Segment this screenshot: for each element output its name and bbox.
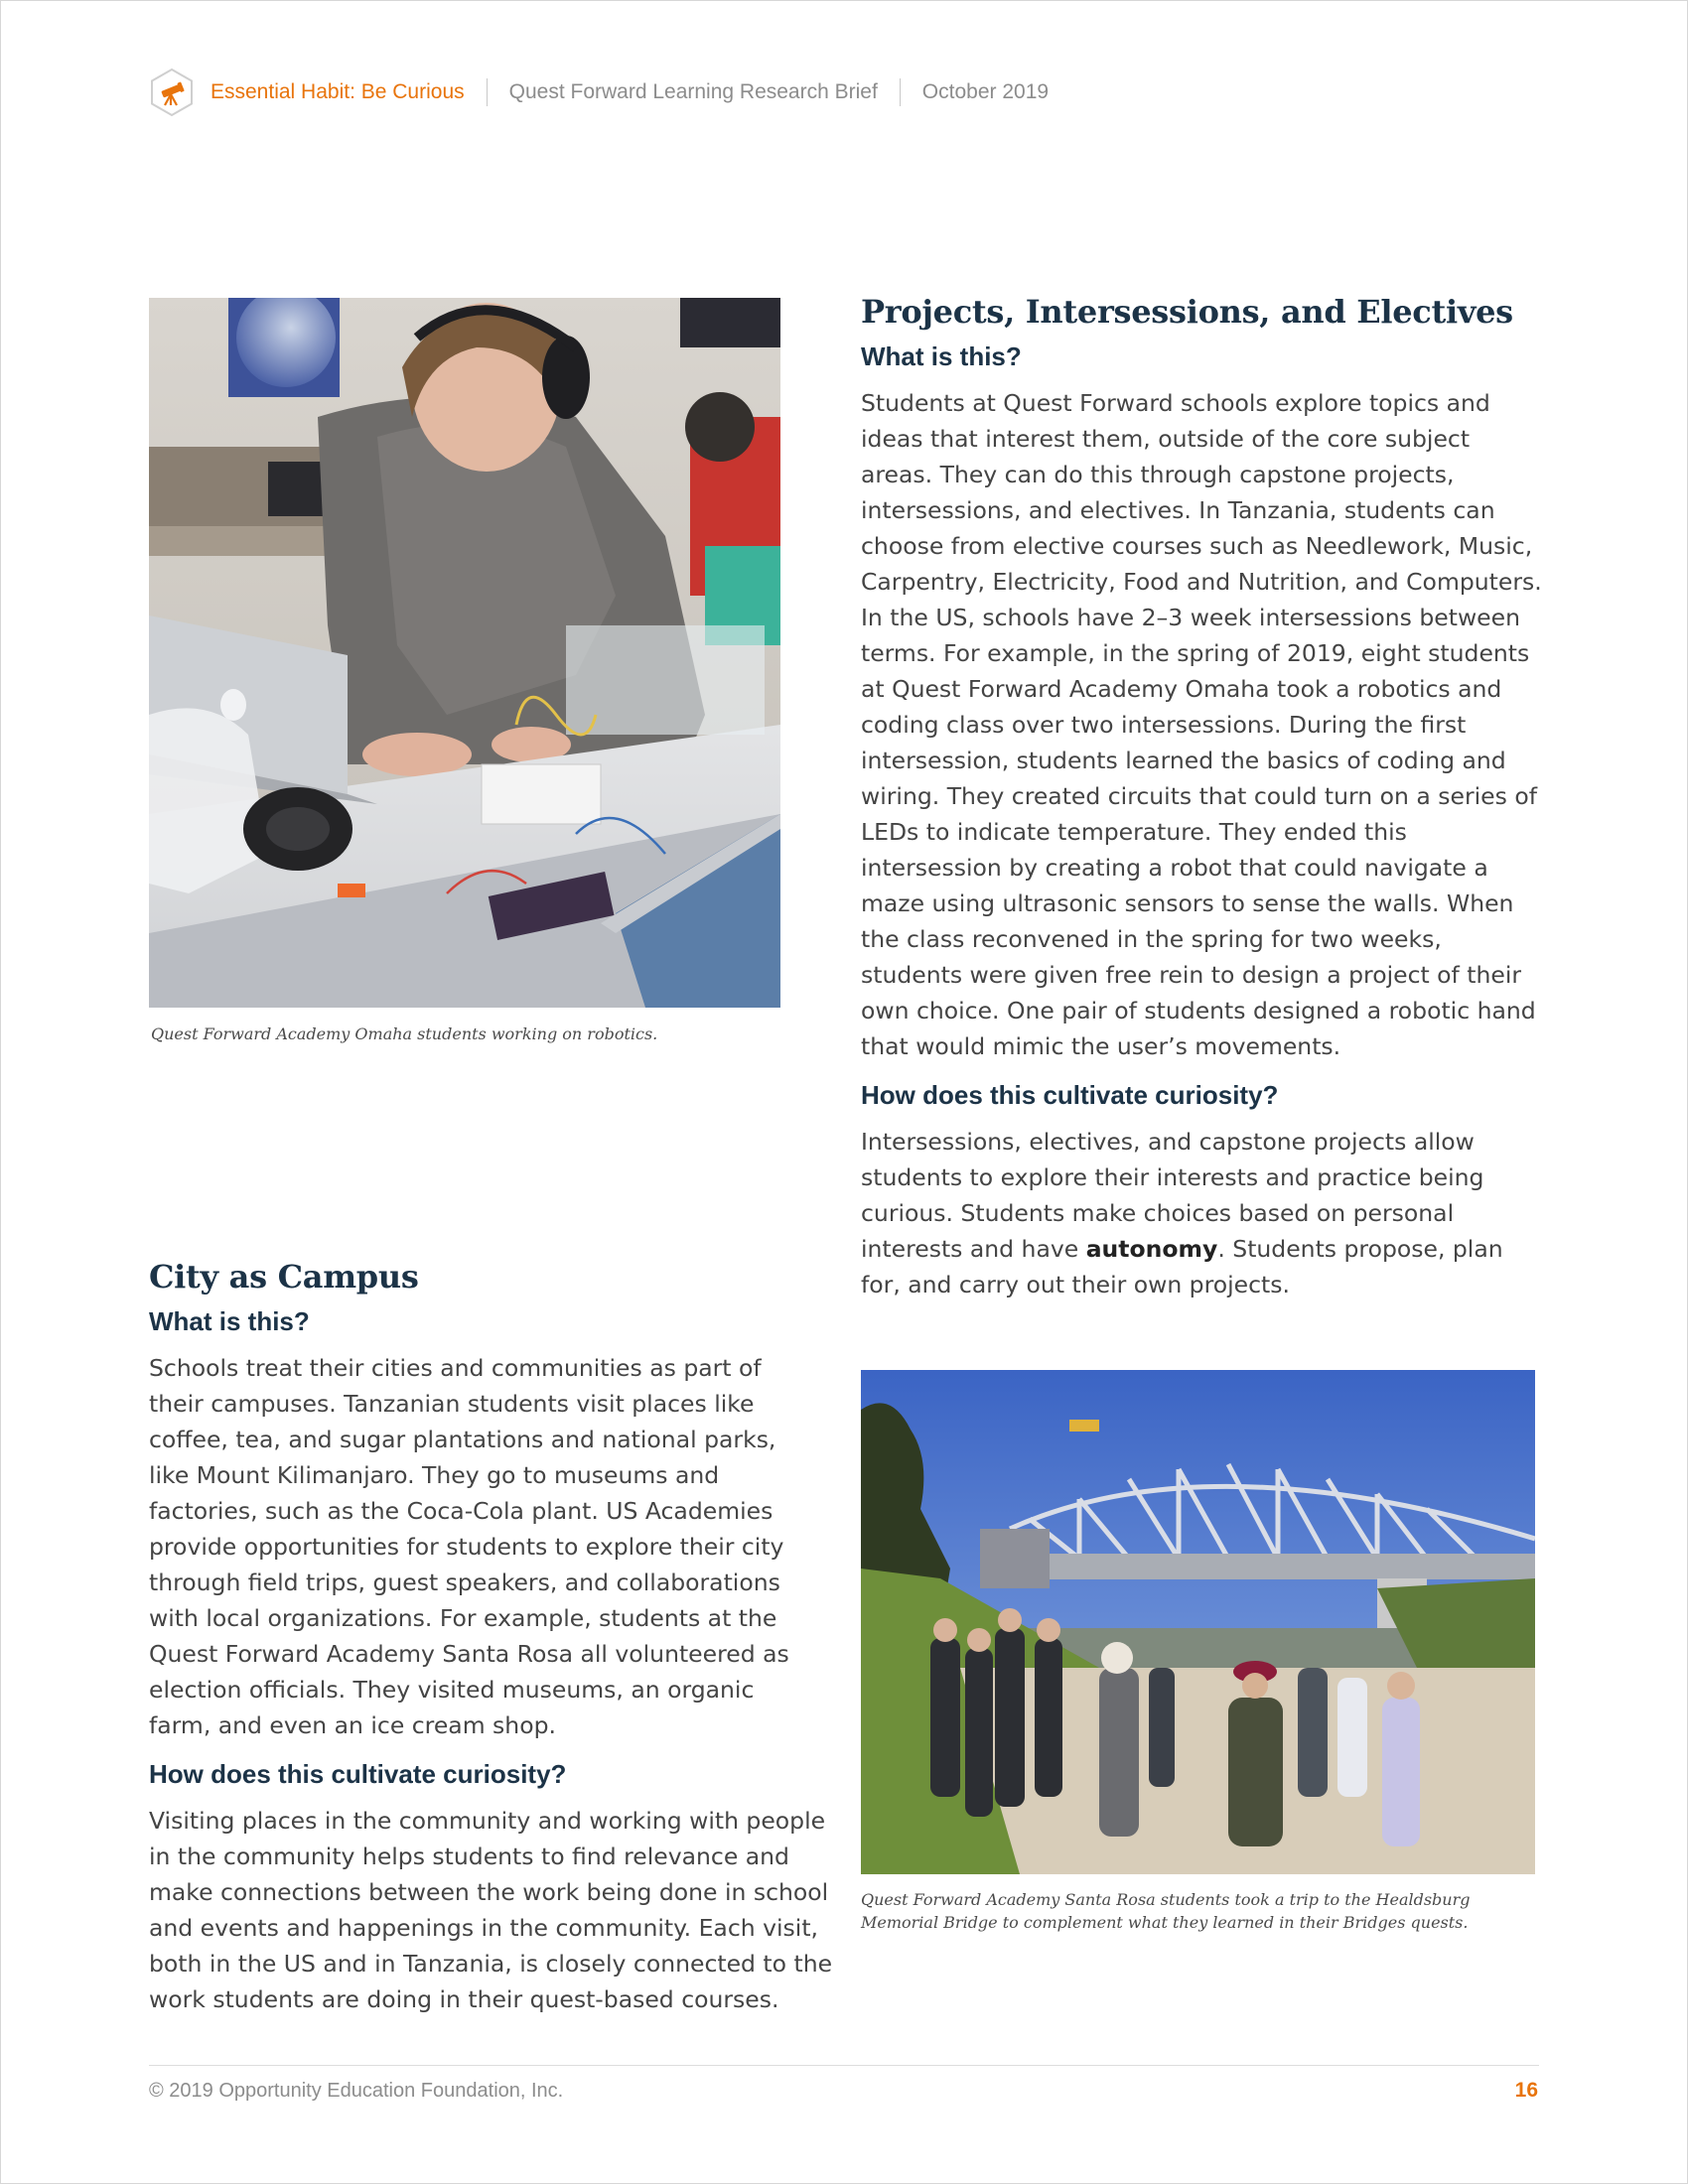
city-title: City as Campus	[149, 1258, 419, 1296]
header-habit: Essential Habit: Be Curious	[211, 80, 465, 103]
city-how-body: Visiting places in the community and working with people in the community helps students to find relevance and make connections between the work being done in school and events and happenings in the community. Each visit, both in the US and in Tanzania, is closely connected to the work students are doing in their quest-based courses.	[149, 1807, 833, 2013]
projects-what-body: Students at Quest Forward schools explore topics and ideas that interest them, outside of the core subject areas. They can do this through capstone projects, intersessions, and electives. In Tanzania, students can choose from elective courses such as Needlework, Music, Carpentry, Electricity, Food and Nutrition, and Computers. In the US, schools have 2–3 week intersessions between terms. For example, in the spring of 2019, eight students at Quest Forward Academy Omaha took a robotics and coding class over two intersessions. During the first intersession, students learned the basics of coding and wiring. They created circuits that could turn on a series of LEDs to indicate temperature. They ended this intersession by creating a robot that could navigate a maze using ultrasonic sensors to sense the walls. When the class reconvened in the spring for two weeks, students were given free rein to design a project of their own choice. One pair of students designed a robotic hand that would mimic the user’s movements.	[861, 389, 1542, 1060]
header-publication: Quest Forward Learning Research Brief	[508, 80, 878, 103]
projects-how-heading: How does this cultivate curiosity?	[861, 1080, 1279, 1110]
projects-section	[861, 292, 1546, 1302]
projects-how-body-end: . Students propose, plan for, and carry out their own projects.	[861, 1235, 1503, 1298]
projects-how-body-bold: autonomy	[1085, 1235, 1218, 1263]
projects-title: Projects, Intersessions, and Electives	[861, 293, 1513, 331]
city-how-heading: How does this cultivate curiosity?	[149, 1759, 567, 1789]
telescope-hexagon-icon	[149, 68, 195, 117]
bridge-caption: Quest Forward Academy Santa Rosa students took a trip to the Healdsburg Memorial Bridge to complement what they learned in their Bridges quests.	[861, 1890, 1471, 1932]
page-header	[149, 66, 1049, 119]
robotics-caption: Quest Forward Academy Omaha students working on robotics.	[151, 1024, 658, 1043]
projects-how-body-start: Intersessions, electives, and capstone projects allow students to explore their interests and practice being curious. Students make choices based on personal interests and have	[861, 1128, 1484, 1263]
page-number: 16	[1514, 2079, 1538, 2102]
city-what-body: Schools treat their cities and communities as part of their campuses. Tanzanian students visit places like coffee, tea, and sugar plantations and national parks, like Mount Kilimanjaro. They go to museums and factories, such as the Coca-Cola plant. US Academies provide opportunities for students to explore their city through field trips, guest speakers, and collaborations with local organizations. For example, students at the Quest Forward Academy Santa Rosa all volunteered as election officials. They visited museums, an organic farm, and even an ice cream shop.	[149, 1354, 789, 1739]
bridge-photo	[861, 1370, 1535, 1874]
city-what-heading: What is this?	[149, 1306, 310, 1336]
projects-how-body	[861, 1124, 1546, 1302]
projects-what-heading: What is this?	[861, 341, 1022, 371]
footer-divider	[149, 2065, 1539, 2066]
header-divider	[487, 78, 488, 106]
robotics-photo	[149, 298, 780, 1008]
city-section	[149, 1257, 834, 2017]
footer-copyright: © 2019 Opportunity Education Foundation, Inc.	[149, 2080, 564, 2102]
header-divider	[900, 78, 901, 106]
header-date: October 2019	[921, 80, 1050, 103]
